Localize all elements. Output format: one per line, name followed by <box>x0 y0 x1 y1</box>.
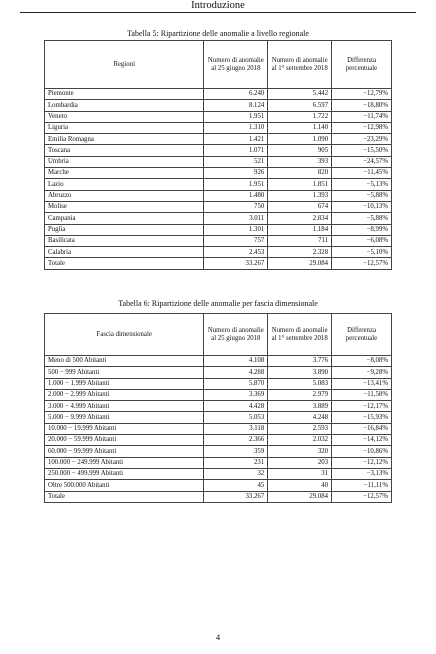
row-label-cell: Liguria <box>45 122 204 133</box>
value-cell: 5.870 <box>204 378 268 389</box>
value-cell: 32 <box>204 468 268 479</box>
value-cell: 2.366 <box>204 435 268 446</box>
row-label-cell: 60.000 − 99.999 Abitanti <box>45 446 204 457</box>
value-cell: 750 <box>204 201 268 212</box>
value-cell: −6,08% <box>332 235 392 246</box>
value-cell: −12,98% <box>332 122 392 133</box>
row-label-cell: 5.000 − 9.999 Abitanti <box>45 412 204 423</box>
table-row <box>45 89 392 100</box>
value-cell: 33.267 <box>204 258 268 269</box>
table-row <box>45 435 392 446</box>
table-row <box>45 480 392 491</box>
value-cell: −3,13% <box>332 468 392 479</box>
value-cell: 1.722 <box>268 111 332 122</box>
table-row <box>45 213 392 224</box>
table-row <box>45 378 392 389</box>
row-label-cell: 100.000 − 249.999 Abitanti <box>45 457 204 468</box>
value-cell: −5,13% <box>332 179 392 190</box>
value-cell: −14,12% <box>332 435 392 446</box>
table-row <box>45 201 392 212</box>
value-cell: −18,80% <box>332 100 392 111</box>
value-cell: 5.083 <box>268 378 332 389</box>
value-cell: −12,57% <box>332 491 392 502</box>
table-row <box>45 491 392 502</box>
row-label-cell: Marche <box>45 168 204 179</box>
row-label-cell: Piemonte <box>45 89 204 100</box>
value-cell: 674 <box>268 201 332 212</box>
table-row <box>45 179 392 190</box>
value-cell: 8.124 <box>204 100 268 111</box>
table5-header-regioni: Regioni <box>45 41 204 89</box>
value-cell: 757 <box>204 235 268 246</box>
value-cell: −23,29% <box>332 134 392 145</box>
value-cell: 1.301 <box>204 224 268 235</box>
value-cell: 4.108 <box>204 356 268 367</box>
value-cell: 4.248 <box>268 412 332 423</box>
value-cell: 1.851 <box>268 179 332 190</box>
row-label-cell: 500 − 999 Abitanti <box>45 367 204 378</box>
table5-caption: Tabella 5: Ripartizione delle anomalie a livello regionale <box>127 29 309 38</box>
table-row <box>45 389 392 400</box>
table-row <box>45 356 392 367</box>
row-label-cell: Campania <box>45 213 204 224</box>
table-row <box>45 457 392 468</box>
value-cell: 1.310 <box>204 122 268 133</box>
value-cell: −11,74% <box>332 111 392 122</box>
row-label-cell: Toscana <box>45 145 204 156</box>
value-cell: −12,57% <box>332 258 392 269</box>
row-label-cell: 3.000 − 4.999 Abitanti <box>45 401 204 412</box>
table-row <box>45 156 392 167</box>
value-cell: −12,17% <box>332 401 392 412</box>
value-cell: 203 <box>268 457 332 468</box>
row-label-cell: 1.000 − 1.999 Abitanti <box>45 378 204 389</box>
value-cell: −15,50% <box>332 145 392 156</box>
value-cell: 4.288 <box>204 367 268 378</box>
value-cell: −24,57% <box>332 156 392 167</box>
table6-header-fascia: Fascia dimensionale <box>45 314 204 356</box>
value-cell: 320 <box>268 446 332 457</box>
value-cell: 3.776 <box>268 356 332 367</box>
value-cell: 1.184 <box>268 224 332 235</box>
value-cell: 1.951 <box>204 111 268 122</box>
value-cell: −12,12% <box>332 457 392 468</box>
row-label-cell: Totale <box>45 491 204 502</box>
value-cell: 2.979 <box>268 389 332 400</box>
value-cell: 1.393 <box>268 190 332 201</box>
table-row <box>45 111 392 122</box>
table-row <box>45 412 392 423</box>
value-cell: −15,93% <box>332 412 392 423</box>
table-row <box>45 401 392 412</box>
table-row <box>45 122 392 133</box>
value-cell: −11,45% <box>332 168 392 179</box>
table6-caption: Tabella 6: Ripartizione delle anomalie per fascia dimensionale <box>118 299 318 308</box>
value-cell: 31 <box>268 468 332 479</box>
row-label-cell: Basilicata <box>45 235 204 246</box>
value-cell: 2.453 <box>204 247 268 258</box>
value-cell: 6.240 <box>204 89 268 100</box>
value-cell: 3.118 <box>204 423 268 434</box>
value-cell: 40 <box>268 480 332 491</box>
value-cell: 926 <box>204 168 268 179</box>
row-label-cell: 10.000 − 19.999 Abitanti <box>45 423 204 434</box>
row-label-cell: Umbria <box>45 156 204 167</box>
value-cell: −16,84% <box>332 423 392 434</box>
value-cell: −11,58% <box>332 389 392 400</box>
value-cell: 3.369 <box>204 389 268 400</box>
row-label-cell: Puglia <box>45 224 204 235</box>
table5-header-september: Numero di anomalie al 1° settembre 2018 <box>268 41 332 89</box>
table-row <box>45 247 392 258</box>
table-row <box>45 145 392 156</box>
value-cell: 33.267 <box>204 491 268 502</box>
row-label-cell: Lazio <box>45 179 204 190</box>
value-cell: 905 <box>268 145 332 156</box>
value-cell: −5,10% <box>332 247 392 258</box>
table-row <box>45 446 392 457</box>
row-label-cell: 250.000 − 499.999 Abitanti <box>45 468 204 479</box>
value-cell: 393 <box>268 156 332 167</box>
value-cell: 711 <box>268 235 332 246</box>
running-header: Introduzione <box>191 0 245 11</box>
row-label-cell: Calabria <box>45 247 204 258</box>
table6-header-june: Numero di anomalie al 25 giugno 2018 <box>204 314 268 356</box>
table-row <box>45 190 392 201</box>
value-cell: 2.032 <box>268 435 332 446</box>
value-cell: 1.140 <box>268 122 332 133</box>
value-cell: 2.593 <box>268 423 332 434</box>
value-cell: 820 <box>268 168 332 179</box>
table-row <box>45 100 392 111</box>
row-label-cell: Oltre 500.000 Abitanti <box>45 480 204 491</box>
value-cell: −8,08% <box>332 356 392 367</box>
value-cell: 45 <box>204 480 268 491</box>
value-cell: 231 <box>204 457 268 468</box>
value-cell: 3.889 <box>268 401 332 412</box>
value-cell: 359 <box>204 446 268 457</box>
row-label-cell: 2.000 − 2.999 Abitanti <box>45 389 204 400</box>
row-label-cell: Emilia Romagna <box>45 134 204 145</box>
value-cell: −9,28% <box>332 367 392 378</box>
value-cell: 1.480 <box>204 190 268 201</box>
row-label-cell: Meno di 500 Abitanti <box>45 356 204 367</box>
value-cell: 3.890 <box>268 367 332 378</box>
row-label-cell: Totale <box>45 258 204 269</box>
value-cell: −5,88% <box>332 213 392 224</box>
value-cell: 521 <box>204 156 268 167</box>
value-cell: 1.951 <box>204 179 268 190</box>
value-cell: 1.071 <box>204 145 268 156</box>
value-cell: 29.084 <box>268 491 332 502</box>
table5-header-difference: Differenza percentuale <box>332 41 392 89</box>
value-cell: 29.084 <box>268 258 332 269</box>
row-label-cell: Veneto <box>45 111 204 122</box>
table6-header-difference: Differenza percentuale <box>332 314 392 356</box>
value-cell: −11,11% <box>332 480 392 491</box>
table5-header-june: Numero di anomalie al 25 giugno 2018 <box>204 41 268 89</box>
value-cell: 1.090 <box>268 134 332 145</box>
value-cell: 1.421 <box>204 134 268 145</box>
table-row <box>45 367 392 378</box>
value-cell: 2.834 <box>268 213 332 224</box>
value-cell: −5,88% <box>332 190 392 201</box>
value-cell: −13,41% <box>332 378 392 389</box>
value-cell: 5.053 <box>204 412 268 423</box>
value-cell: −12,79% <box>332 89 392 100</box>
row-label-cell: Lombardia <box>45 100 204 111</box>
table-row <box>45 168 392 179</box>
value-cell: 6.597 <box>268 100 332 111</box>
header-rule <box>20 12 416 13</box>
table6-header-september: Numero di anomalie al 1° settembre 2018 <box>268 314 332 356</box>
page-number: 4 <box>215 632 221 642</box>
row-label-cell: 20.000 − 59.999 Abitanti <box>45 435 204 446</box>
table-row <box>45 468 392 479</box>
value-cell: 4.428 <box>204 401 268 412</box>
table-row <box>45 134 392 145</box>
row-label-cell: Molise <box>45 201 204 212</box>
value-cell: −10,13% <box>332 201 392 212</box>
table6-size-band <box>44 313 392 503</box>
value-cell: 3.011 <box>204 213 268 224</box>
table5-regional <box>44 40 392 270</box>
table-row <box>45 224 392 235</box>
row-label-cell: Abruzzo <box>45 190 204 201</box>
table-row <box>45 258 392 269</box>
table-row <box>45 423 392 434</box>
value-cell: −8,99% <box>332 224 392 235</box>
value-cell: 2.328 <box>268 247 332 258</box>
table-row <box>45 235 392 246</box>
value-cell: 5.442 <box>268 89 332 100</box>
value-cell: −10,86% <box>332 446 392 457</box>
